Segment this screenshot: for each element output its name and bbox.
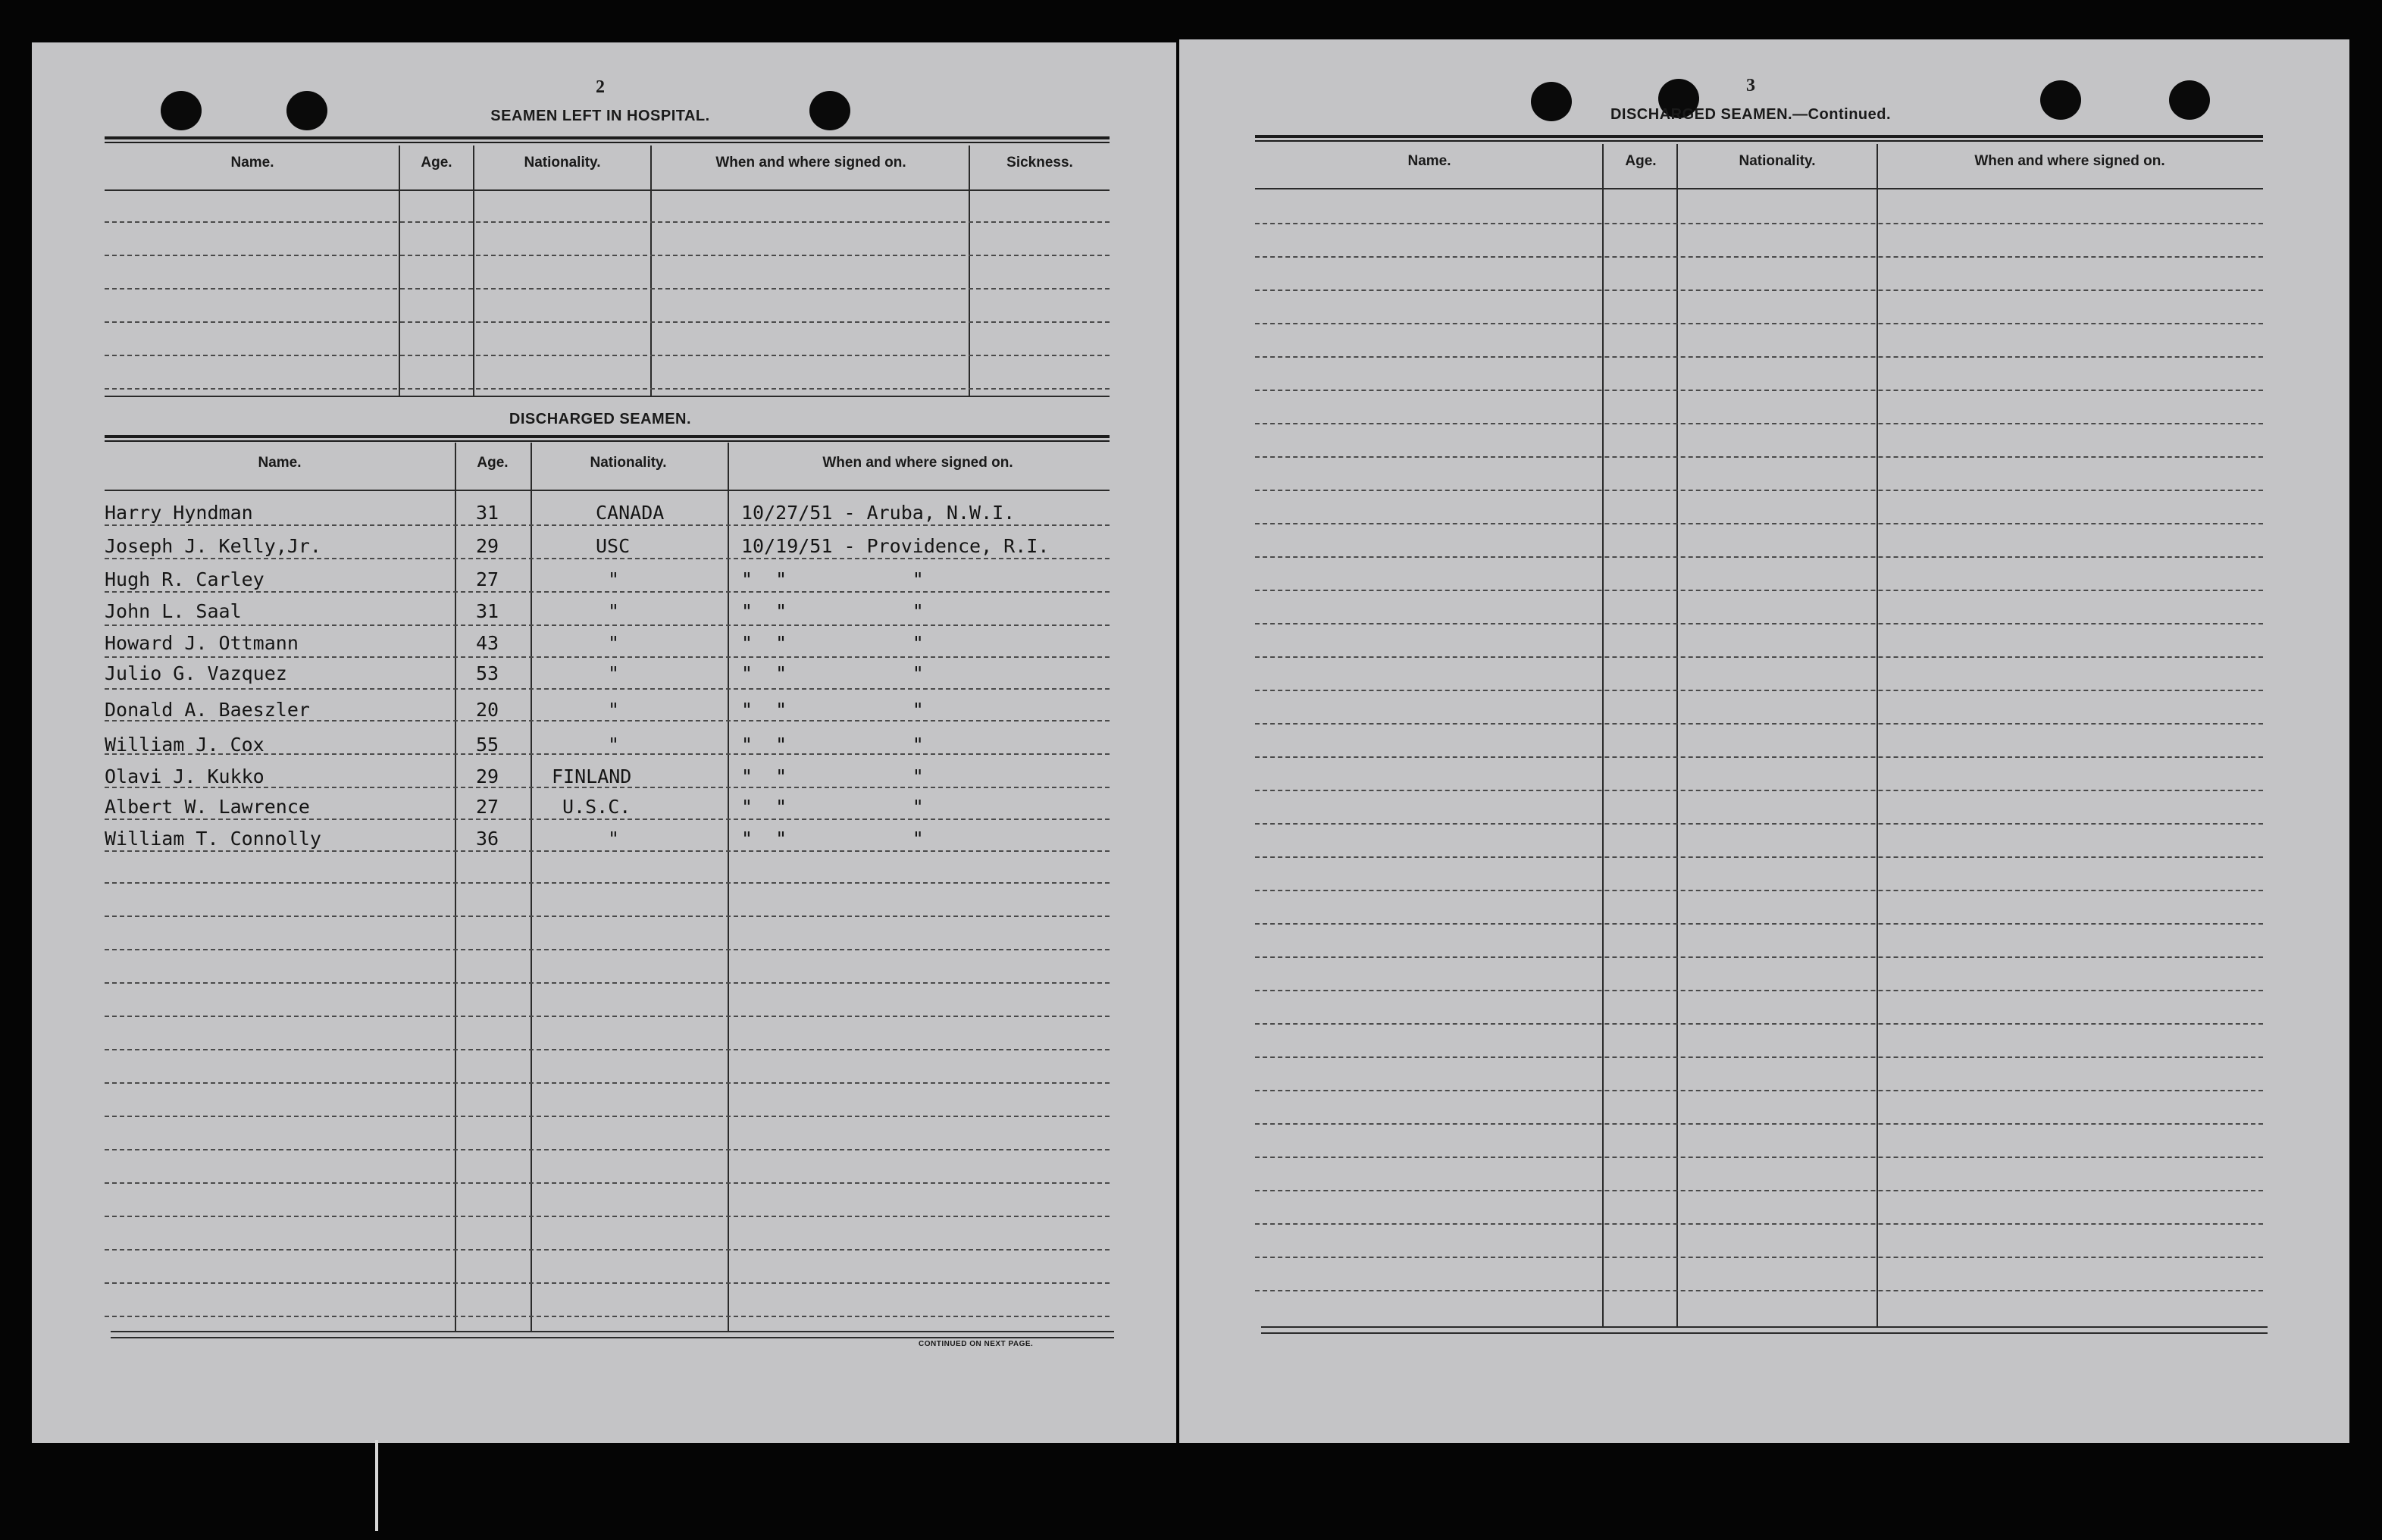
page-number: 2 <box>596 77 605 97</box>
entry-line <box>105 1016 1110 1017</box>
entry-line <box>105 688 1110 690</box>
entry-line <box>1255 756 2263 758</box>
entry-line <box>105 321 1110 323</box>
column-divider <box>531 443 532 1331</box>
entry-line <box>1255 823 2263 825</box>
entry-line <box>105 255 1110 256</box>
entry-line <box>1255 1023 2263 1025</box>
seaman-signed-on: 10/19/51 - Providence, R.I. <box>741 535 1050 557</box>
table-bottom-rule <box>1261 1326 2268 1328</box>
entry-line <box>105 288 1110 290</box>
entry-line <box>1255 223 2263 224</box>
entry-line <box>1255 1190 2263 1191</box>
seaman-nationality: CANADA <box>596 502 665 524</box>
seaman-name: Joseph J. Kelly,Jr. <box>105 535 321 557</box>
column-divider <box>650 146 652 396</box>
binding-strip <box>375 1440 378 1531</box>
column-divider <box>473 146 474 396</box>
punch-hole <box>2040 80 2081 120</box>
entry-line <box>1255 1090 2263 1091</box>
seaman-name: John L. Saal <box>105 600 242 622</box>
entry-line <box>1255 656 2263 658</box>
entry-line <box>1255 456 2263 458</box>
table-top-rule <box>105 435 1110 442</box>
seaman-nationality: " <box>608 734 620 756</box>
entry-line <box>105 656 1110 658</box>
entry-line <box>1255 923 2263 925</box>
entry-line <box>105 1316 1110 1317</box>
entry-line <box>105 524 1110 526</box>
seaman-name: Harry Hyndman <box>105 502 253 524</box>
entry-line <box>105 624 1110 626</box>
seaman-name: Donald A. Baeszler <box>105 699 310 721</box>
seaman-age: 31 <box>476 600 499 622</box>
entry-line <box>105 355 1110 356</box>
entry-line <box>105 1082 1110 1084</box>
seaman-nationality: " <box>608 699 620 721</box>
entry-line <box>1255 790 2263 791</box>
entry-line <box>1255 523 2263 524</box>
entry-line <box>105 916 1110 917</box>
seaman-name: Hugh R. Carley <box>105 568 264 590</box>
column-divider <box>1676 144 1678 1326</box>
col-header-nationality: Nationality. <box>590 455 667 471</box>
entry-line <box>105 1282 1110 1284</box>
entry-line <box>1255 1290 2263 1291</box>
continued-note: CONTINUED ON NEXT PAGE. <box>919 1340 1034 1348</box>
entry-line <box>1255 1257 2263 1258</box>
entry-line <box>105 1182 1110 1184</box>
seaman-age: 27 <box>476 796 499 818</box>
table-bottom-rule <box>105 396 1110 397</box>
seaman-age: 29 <box>476 535 499 557</box>
column-divider <box>399 146 400 396</box>
col-header-age: Age. <box>477 455 509 471</box>
seaman-name: Olavi J. Kukko <box>105 765 264 787</box>
punch-hole <box>2169 80 2210 120</box>
entry-line <box>1255 956 2263 958</box>
entry-line <box>1255 1157 2263 1158</box>
left-page <box>32 42 1176 1443</box>
column-divider <box>455 443 456 1331</box>
entry-line <box>1255 323 2263 324</box>
seaman-age: 53 <box>476 662 499 684</box>
column-divider <box>1876 144 1878 1326</box>
seaman-name: William T. Connolly <box>105 828 321 850</box>
table-bottom-rule <box>111 1337 1114 1338</box>
seaman-signed-on: " " " <box>741 796 924 818</box>
seaman-signed-on: " " " <box>741 765 924 787</box>
col-header-nationality: Nationality. <box>524 155 601 171</box>
punch-hole <box>161 91 202 130</box>
seaman-name: Howard J. Ottmann <box>105 632 299 654</box>
seaman-age: 55 <box>476 734 499 756</box>
col-header-nationality: Nationality. <box>1739 153 1816 169</box>
header-divider <box>1255 188 2263 189</box>
entry-line <box>105 819 1110 820</box>
entry-line <box>1255 890 2263 891</box>
entry-line <box>105 949 1110 950</box>
page-number: 3 <box>1746 76 1755 95</box>
seaman-signed-on: " " " <box>741 699 924 721</box>
punch-hole <box>809 91 850 130</box>
section-title: DISCHARGED SEAMEN.—Continued. <box>1610 106 1892 123</box>
seaman-signed-on: " " " <box>741 662 924 684</box>
seaman-nationality: USC <box>596 535 631 557</box>
seaman-age: 29 <box>476 765 499 787</box>
entry-line <box>1255 1123 2263 1125</box>
seaman-nationality: FINLAND <box>552 765 632 787</box>
entry-line <box>1255 990 2263 991</box>
column-divider <box>1602 144 1604 1326</box>
col-header-age: Age. <box>421 155 452 171</box>
seaman-signed-on: " " " <box>741 568 924 590</box>
table-bottom-rule <box>111 1331 1114 1332</box>
entry-line <box>1255 256 2263 258</box>
seaman-age: 36 <box>476 828 499 850</box>
entry-line <box>1255 623 2263 624</box>
seaman-age: 20 <box>476 699 499 721</box>
seaman-name: Albert W. Lawrence <box>105 796 310 818</box>
seaman-signed-on: " " " <box>741 828 924 850</box>
entry-line <box>1255 423 2263 424</box>
entry-line <box>1255 1223 2263 1225</box>
seaman-nationality: " <box>608 632 620 654</box>
hospital-section-title: SEAMEN LEFT IN HOSPITAL. <box>490 108 710 124</box>
entry-line <box>1255 723 2263 725</box>
seaman-age: 31 <box>476 502 499 524</box>
seaman-signed-on: " " " <box>741 632 924 654</box>
seaman-name: William J. Cox <box>105 734 264 756</box>
entry-line <box>1255 556 2263 558</box>
seaman-signed-on: 10/27/51 - Aruba, N.W.I. <box>741 502 1016 524</box>
header-divider <box>105 490 1110 491</box>
entry-line <box>1255 390 2263 391</box>
col-header-signed-on: When and where signed on. <box>1974 153 2165 169</box>
entry-line <box>105 882 1110 884</box>
discharged-section-title: DISCHARGED SEAMEN. <box>509 411 692 427</box>
entry-line <box>105 388 1110 390</box>
seaman-age: 27 <box>476 568 499 590</box>
entry-line <box>105 1149 1110 1150</box>
seaman-nationality: " <box>608 600 620 622</box>
seaman-name: Julio G. Vazquez <box>105 662 287 684</box>
punch-hole <box>286 91 327 130</box>
entry-line <box>1255 356 2263 358</box>
entry-line <box>105 558 1110 559</box>
header-divider <box>105 189 1110 191</box>
seaman-nationality: " <box>608 568 620 590</box>
entry-line <box>1255 490 2263 491</box>
table-top-rule <box>105 136 1110 143</box>
seaman-age: 43 <box>476 632 499 654</box>
column-divider <box>969 146 970 396</box>
entry-line <box>105 1249 1110 1250</box>
table-top-rule <box>1255 135 2263 142</box>
table-bottom-rule <box>1261 1332 2268 1334</box>
col-header-signed-on: When and where signed on. <box>715 155 906 171</box>
entry-line <box>105 1049 1110 1050</box>
entry-line <box>1255 1056 2263 1058</box>
seaman-nationality: " <box>608 662 620 684</box>
col-header-age: Age. <box>1625 153 1657 169</box>
entry-line <box>105 221 1110 223</box>
entry-line <box>1255 590 2263 591</box>
col-header-name: Name. <box>1407 153 1451 169</box>
entry-line <box>105 1216 1110 1217</box>
col-header-signed-on: When and where signed on. <box>822 455 1013 471</box>
entry-line <box>1255 690 2263 691</box>
seaman-signed-on: " " " <box>741 734 924 756</box>
seaman-nationality: U.S.C. <box>562 796 631 818</box>
entry-line <box>105 591 1110 593</box>
seaman-nationality: " <box>608 828 620 850</box>
col-header-name: Name. <box>258 455 302 471</box>
entry-line <box>105 1116 1110 1117</box>
seaman-signed-on: " " " <box>741 600 924 622</box>
column-divider <box>728 443 729 1331</box>
col-header-name: Name. <box>230 155 274 171</box>
entry-line <box>1255 856 2263 858</box>
col-header-sickness: Sickness. <box>1006 155 1073 171</box>
entry-line <box>105 982 1110 984</box>
entry-line <box>1255 290 2263 291</box>
right-page <box>1179 39 2349 1443</box>
entry-line <box>105 850 1110 852</box>
